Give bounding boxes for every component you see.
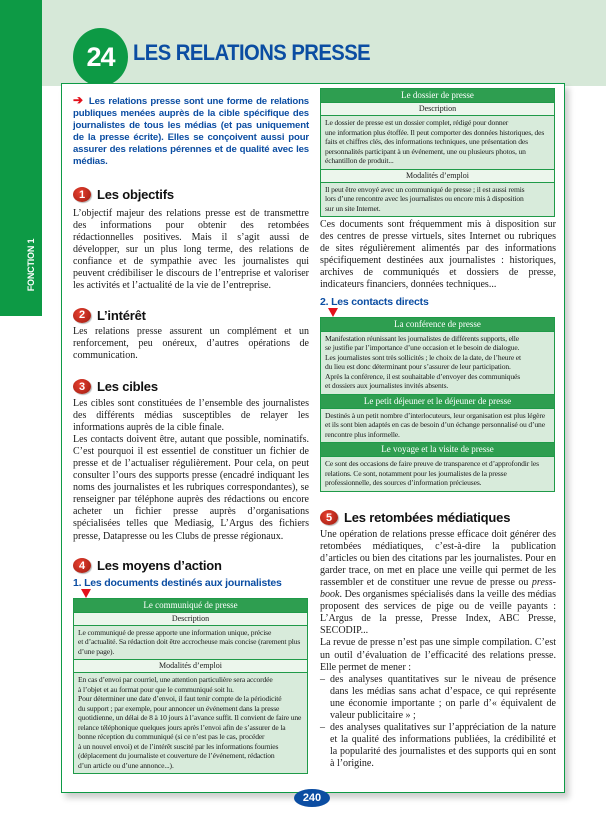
list-item-text: des analyses qualitatives sur l’appréciation de la nature et la qualité des informations publiées, la crédibilité et la popularité des journalistes et des supports qui en sont à l’origine. (330, 722, 556, 770)
paragraph: L’objectif majeur des relations presse est de transmettre des informations pour obtenir des retombées rédactionnelles positives. Mais il s’agit aussi de développer, sur un plus long terme, des relations de confiance et de sympathie avec les journalistes qui peuvent crédibiliser le discours de l’entreprise et valoriser les activités et l’actualité de la vie de l’entreprise. (73, 207, 309, 292)
paragraph: Les relations presse assurent un complément et un renforcement, peu onéreux, d’autres opérations de communication. (73, 326, 309, 362)
paragraph: Ces documents sont fréquemment mis à disposition sur des centres de presse virtuels, sites Internet ou rubriques de sites régulièrement alimentés par des informations spécifiquement destinées aux journalistes : historiques, archives de communiqués et dossiers de presse, indicateurs financiers, données techniques... (320, 219, 556, 291)
list-item-text: des analyses quantitatives sur le niveau de présence dans les médias sans achat d’espace, ce qui représente une économie importante ; on parle d’« équivalent de valeur publicitaire » ; (330, 673, 556, 721)
table-title: Le communiqué de presse (74, 599, 307, 613)
chapter-label: FONCTION 1 (26, 238, 36, 292)
triangle-down-icon (81, 589, 91, 598)
number-badge: 5 (320, 510, 338, 525)
section-heading (73, 306, 309, 324)
section-heading (73, 557, 309, 575)
subheading: 2. Les contacts directs (320, 295, 429, 308)
table-cell: Destinés à un petit nombre d’interlocuteurs, leur organisation est plus légère et ils sont bien adaptés en cas de besoin d’un échange personnalisé ou d’une rencontre plus informelle. (321, 409, 554, 444)
paragraph (320, 529, 556, 638)
left-column (73, 94, 309, 774)
list-item: – des analyses quantitatives sur le niveau de présence dans les médias sans achat d’espace, ce qui représente une économie importante ; on parle d’« équivalent de valeur publicitaire » ; (320, 673, 556, 721)
table-cell: Manifestation réunissant les journalistes de différents supports, elle se justifie par l’importance d’une occasion et le besoin de dialogue. Les journalistes sont très sollicités ; le choix de la date, de l’heure et du lieu est donc déterminant pour s’assurer de leur participation. Après la conférence, il est souhaitable d’envoyer des communiqués et dossiers aux journalistes invités absents. (321, 332, 554, 395)
number-badge: 3 (73, 379, 91, 394)
heading-text: Les moyens d’action (97, 558, 222, 574)
page-title: LES RELATIONS PRESSE (133, 40, 371, 65)
table-subheader: Modalités d’emploi (321, 170, 554, 183)
paragraph: Les contacts doivent être, autant que possible, nominatifs. C’est pourquoi il est essentiel de constituer un fichier de presse et de l’actualiser régulièrement. Pour cela, on peut consulter l’ours des supports presse (encadré indiquant les noms des journalistes et les rubriques correspondantes), se renseigner par téléphone auprès des rédactions ou encore acheter un fichier presse auprès d’organisations spécialisées telles que Mediasig, L’Argus des fichiers presse, Datapresse ou les Clubs de presse régionaux. (73, 433, 309, 542)
table-title: La conférence de presse (321, 318, 554, 332)
number-badge: 4 (73, 558, 91, 573)
section-heading (73, 378, 309, 396)
paragraph: Les cibles sont constituées de l’ensemble des journalistes des différents médias susceptibles de relayer les informations auprès de la cible finale. (73, 397, 309, 433)
table-title: Le petit déjeuner et le déjeuner de presse (321, 395, 554, 409)
arrow-right-icon: ➔ (73, 93, 83, 107)
table-title: Le voyage et la visite de presse (321, 443, 554, 457)
table-cell: En cas d’envoi par courriel, une attention particulière sera accordée à l’objet et au format pour que le communiqué soit lu. Pour déterminer une date d’envoi, il faut tenir compte de la périodicité du support ; par exemple, pour annoncer un événement dans la presse quotidienne, un délai de 8 à 10 jours à l’avance suffit. Il convient de faire une relance téléphonique quelques jours après l’envoi afin de s’assurer de la bonne réception du communiqué (si ce n’est pas le cas, procéder à un nouvel envoi) et de l’intérêt suscité par les informations fournies (déplacement du journaliste et couverture de l’événement, rédaction d’un article ou d’une annonce...). (78, 675, 302, 770)
intro-text: Les relations presse sont une forme de relations publiques menées auprès de la cible spécifique des journalistes de tous les médias (et pas uniquement de la presse écrite). Elles se conçoivent aussi pour assurer des relations pérennes et de qualité avec les médias. (73, 96, 309, 168)
communique-table (73, 598, 308, 775)
table-subheader: Description (321, 103, 554, 116)
contacts-table (320, 317, 555, 492)
heading-text: Les cibles (97, 379, 158, 394)
chapter-number: 24 (73, 28, 128, 86)
table-cell: Il peut être envoyé avec un communiqué de presse ; il est aussi remis lors d’une rencontre avec les journalistes ou encore mis à disposition sur un site Internet. (325, 184, 525, 213)
table-cell: Ce sont des occasions de faire preuve de transparence et d’approfondir les relations. Ce sont, notamment pour les journalistes de la presse professionnelle, des sources d’information précieuses. (325, 459, 539, 488)
text: Une opération de relations presse efficace doit générer des retombées médiatiques, c’est-à-dire la publication d’articles ou bien des citations par les journalistes. Pour en garder trace, on met en place une veille qui permet de les rassembler et de constituer une revue de presse ou (320, 528, 556, 588)
subheading: 1. Les documents destinés aux journalistes (73, 576, 282, 589)
page-number: 240 (294, 789, 330, 807)
italic-term: press-book (320, 576, 556, 601)
right-column (320, 88, 556, 770)
heading-text: L’intérêt (97, 307, 146, 323)
number-badge: 1 (73, 187, 91, 202)
heading-text: Les objectifs (97, 187, 174, 203)
table-cell: Le dossier de presse est un dossier complet, rédigé pour donner une information plus étoffée. Il peut comporter des données historiques, des faits et chiffres clés, des informations techniques, une présentation des personnalités participant à un événement, une ou plusieurs photos, un échantillon de produit... (321, 116, 554, 170)
paragraph: La revue de presse n’est pas une simple compilation. C’est un outil d’évaluation de l’efficacité des relations presse. Elle permet de mener : (320, 637, 556, 673)
number-badge: 2 (73, 308, 91, 323)
table-cell: Le communiqué de presse apporte une information unique, précise et d’actualité. Sa rédaction doit être accrocheuse mais concise (rarement plus d’une page). (74, 626, 307, 661)
text: . Des organismes spécialisés dans la veille des médias proposent des services de pige ou de veille payants : L’Argus de la presse, Presse Index, ABC Presse, SECODIP... (320, 589, 556, 637)
intro (73, 94, 309, 169)
dossier-table (320, 88, 555, 217)
section-heading (73, 186, 309, 204)
table-subheader: Modalités d’emploi (74, 660, 307, 673)
table-title: Le dossier de presse (321, 89, 554, 103)
triangle-down-icon (328, 308, 338, 317)
list-item: – des analyses qualitatives sur l’appréciation de la nature et la qualité des informations publiées, la crédibilité et la popularité des journalistes et des supports qui en sont à l’origine. (320, 722, 556, 770)
section-heading (320, 509, 556, 527)
table-subheader: Description (74, 613, 307, 626)
heading-text: Les retombées médiatiques (344, 510, 511, 526)
